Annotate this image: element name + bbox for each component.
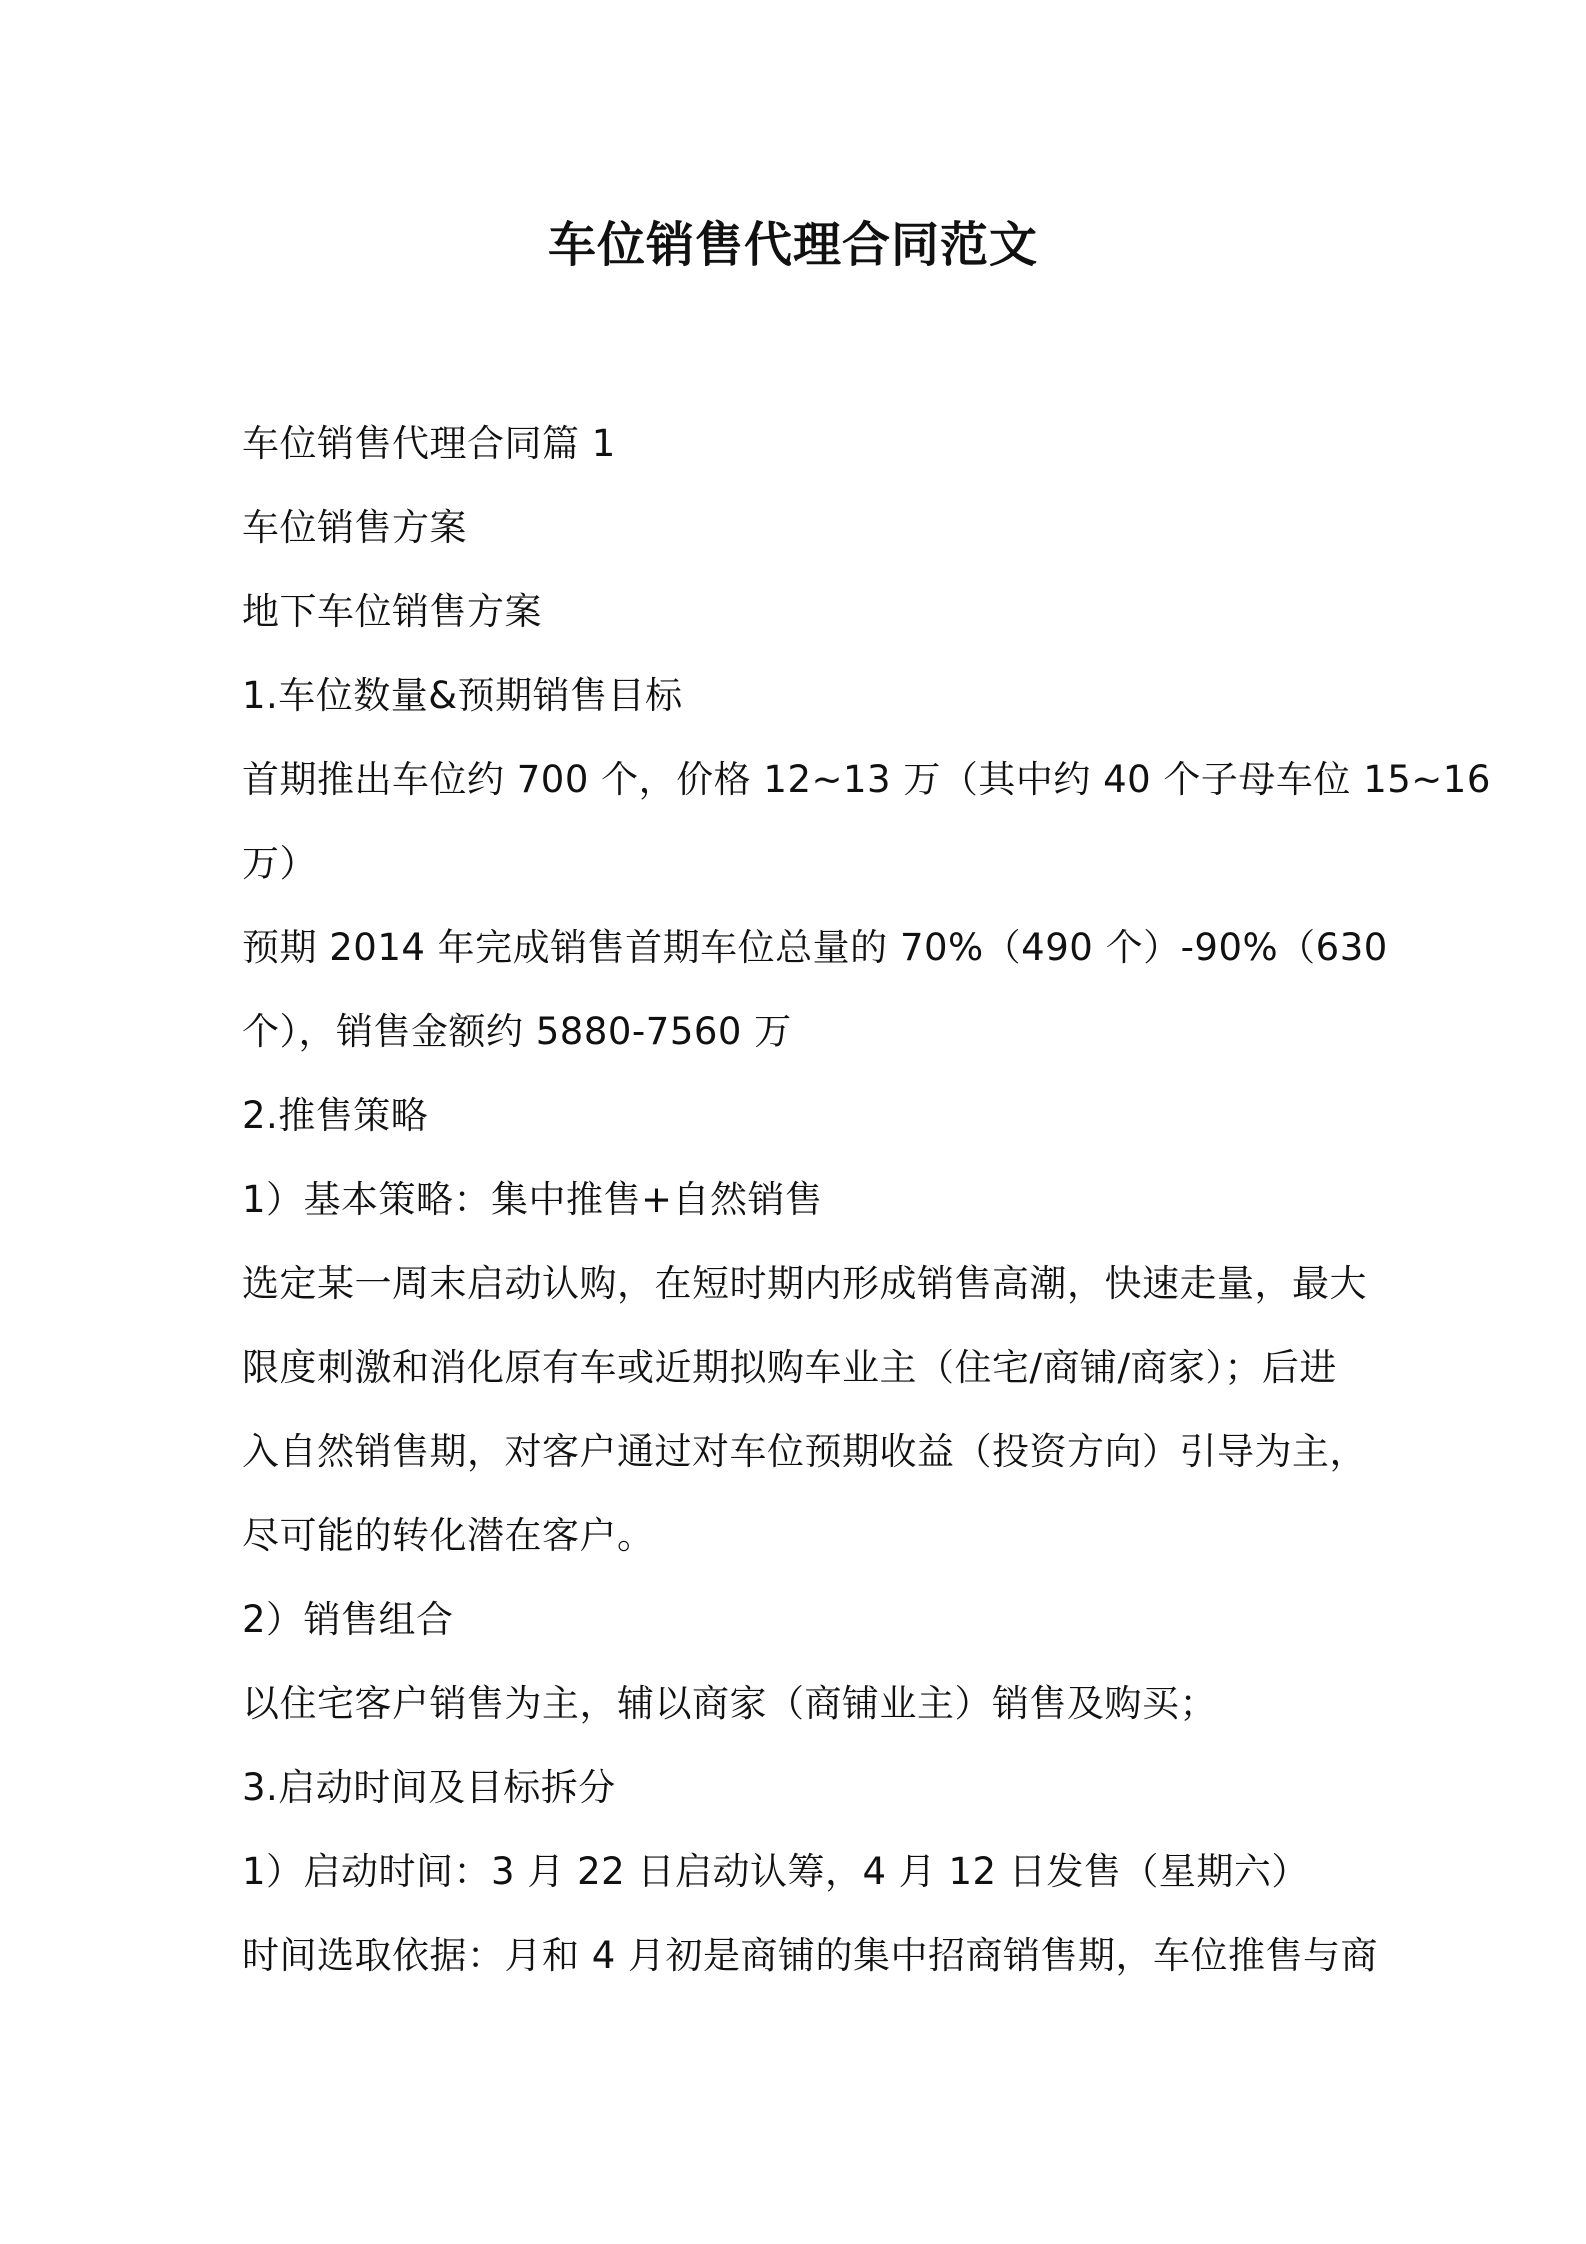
paragraph-line: 万） [242,842,317,885]
paragraph-line: 个），销售金额约 5880-7560 万 [242,1010,792,1053]
paragraph-line: 选定某一周末启动认购，在短时期内形成销售高潮，快速走量，最大 [242,1262,1367,1305]
subsection-heading: 3.启动时间及目标拆分 [242,1766,616,1809]
paragraph-line: 时间选取依据：月和 4 月初是商铺的集中招商销售期，车位推售与商 [242,1934,1379,1977]
paragraph-line: 限度刺激和消化原有车或近期拟购车业主（住宅/商铺/商家）；后进 [242,1346,1337,1389]
subsection-heading: 2.推售策略 [242,1094,429,1137]
paragraph-line: 1）启动时间：3 月 22 日启动认筹，4 月 12 日发售（星期六） [242,1850,1309,1893]
paragraph-line: 地下车位销售方案 [242,590,542,633]
paragraph-line: 1）基本策略：集中推售+自然销售 [242,1178,823,1221]
section-heading: 车位销售代理合同篇 1 [242,422,616,465]
document-body [242,402,1491,1998]
subsection-heading: 1.车位数量&预期销售目标 [242,674,683,717]
paragraph-line: 车位销售方案 [242,506,467,549]
document-title: 车位销售代理合同范文 [547,217,1038,273]
paragraph-line: 预期 2014 年完成销售首期车位总量的 70%（490 个）-90%（630 [242,926,1388,969]
paragraph-line: 首期推出车位约 700 个，价格 12~13 万（其中约 40 个子母车位 15~16 [242,758,1491,801]
paragraph-line: 尽可能的转化潜在客户。 [242,1514,655,1557]
paragraph-line: 入自然销售期，对客户通过对车位预期收益（投资方向）引导为主， [242,1430,1367,1473]
paragraph-line: 2）销售组合 [242,1598,454,1641]
paragraph-line: 以住宅客户销售为主，辅以商家（商铺业主）销售及购买； [242,1682,1217,1725]
